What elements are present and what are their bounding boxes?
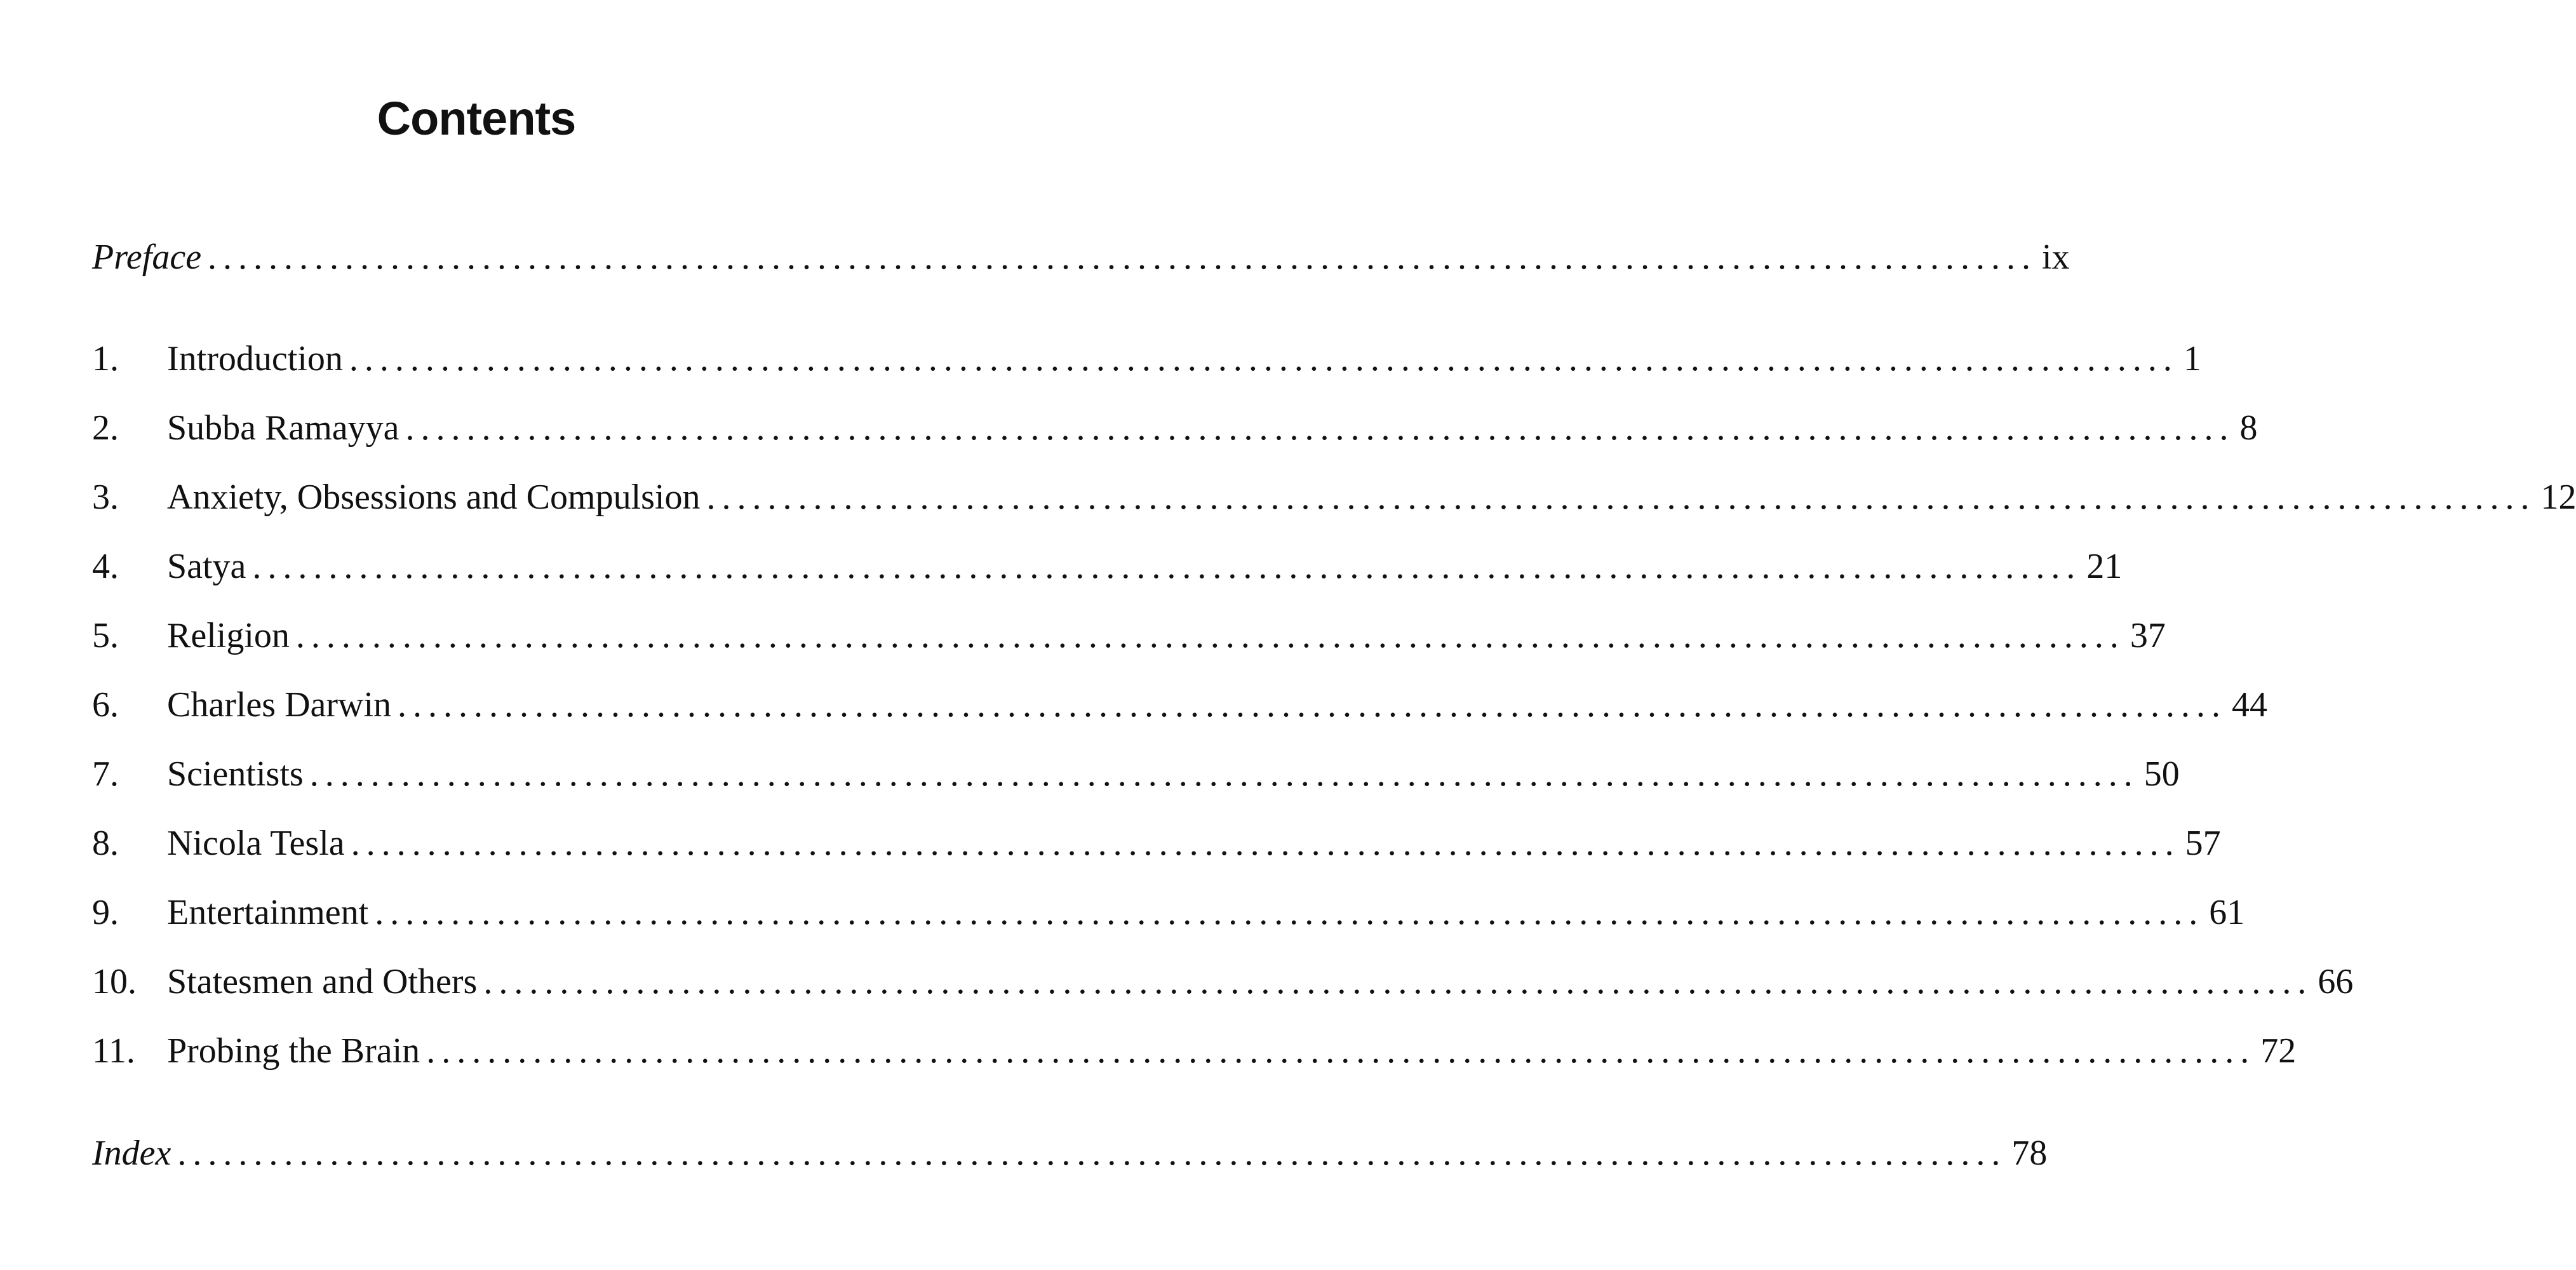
toc-entry-chapter-11[interactable] [92, 1026, 2297, 1076]
toc-page-number: 44 [2232, 685, 2268, 725]
chapter-number: 5. [92, 616, 119, 655]
chapter-number: 8. [92, 824, 119, 863]
toc-entry-label: Anxiety, Obsessions and Compulsion [167, 478, 701, 517]
chapter-number: 10. [92, 962, 137, 1001]
toc-entry-label: Religion [167, 616, 290, 655]
chapter-number: 6. [92, 685, 119, 725]
toc-entry-chapter-9[interactable] [92, 887, 2245, 938]
chapter-number: 3. [92, 478, 119, 517]
toc-entry-label: Introduction [167, 339, 343, 378]
toc-entry-label: Subba Ramayya [167, 408, 399, 448]
dot-leader: ........................................................................................................................ [706, 478, 2536, 517]
toc-entry-chapter-1[interactable] [92, 333, 2201, 384]
toc-entry-chapter-10[interactable] [92, 956, 2354, 1007]
toc-entry-chapter-2[interactable] [92, 403, 2258, 453]
toc-entry-preface[interactable] [92, 232, 2070, 283]
chapter-number: 11. [92, 1031, 135, 1071]
chapter-number: 2. [92, 408, 119, 448]
toc-entry-chapter-4[interactable] [92, 541, 2123, 592]
toc-page-number: 78 [2011, 1133, 2048, 1173]
dot-leader: ........................................................................................................................ [295, 616, 2125, 655]
toc-page-number: 12 [2540, 478, 2576, 517]
dot-leader: ........................................................................................................................ [375, 893, 2204, 932]
toc-entry-chapter-8[interactable] [92, 818, 2221, 869]
toc-page-number: 21 [2086, 547, 2123, 586]
toc-entry-label: Satya [167, 547, 246, 586]
dot-leader: ........................................................................................................................ [351, 824, 2180, 863]
toc-page-number: 8 [2239, 408, 2258, 448]
dot-leader: ........................................................................................................................ [398, 685, 2227, 725]
toc-entry-label: Charles Darwin [167, 685, 392, 725]
toc-page-number: 37 [2130, 616, 2166, 655]
dot-leader: ........................................................................................................................ [483, 962, 2313, 1001]
toc-entry-chapter-3[interactable] [92, 472, 2576, 523]
toc-page-number: 72 [2260, 1031, 2297, 1071]
toc-page-number: 1 [2183, 339, 2201, 378]
dot-leader: ........................................................................................................................ [426, 1031, 2256, 1071]
toc-entry-label: Statesmen and Others [167, 962, 478, 1001]
toc-page-number: 66 [2318, 962, 2354, 1001]
toc-page-number: 57 [2185, 824, 2221, 863]
toc-entry-label: Scientists [167, 754, 304, 794]
toc-entry-label: Preface [92, 237, 202, 277]
chapter-number: 4. [92, 547, 119, 586]
toc-entry-chapter-7[interactable] [92, 749, 2180, 799]
chapter-number: 1. [92, 339, 119, 378]
dot-leader: ........................................................................................................................ [208, 237, 2037, 277]
toc-entry-chapter-6[interactable] [92, 679, 2268, 730]
toc-entry-index[interactable] [92, 1128, 2048, 1179]
toc-entry-chapter-5[interactable] [92, 610, 2166, 661]
dot-leader: ........................................................................................................................ [177, 1133, 2007, 1173]
toc-page-number: 61 [2209, 893, 2245, 932]
toc-entry-label: Entertainment [167, 893, 369, 932]
toc-page-number: ix [2042, 237, 2070, 277]
dot-leader: ........................................................................................................................ [309, 754, 2139, 794]
dot-leader: ........................................................................................................................ [252, 547, 2082, 586]
chapter-number: 9. [92, 893, 119, 932]
toc-entry-label: Nicola Tesla [167, 824, 345, 863]
page-title: Contents [377, 92, 576, 145]
toc-page-number: 50 [2143, 754, 2180, 794]
toc-entry-label: Index [92, 1133, 171, 1173]
dot-leader: ........................................................................................................................ [349, 339, 2178, 378]
chapter-number: 7. [92, 754, 119, 794]
toc-entry-label: Probing the Brain [167, 1031, 420, 1071]
dot-leader: ........................................................................................................................ [405, 408, 2235, 448]
